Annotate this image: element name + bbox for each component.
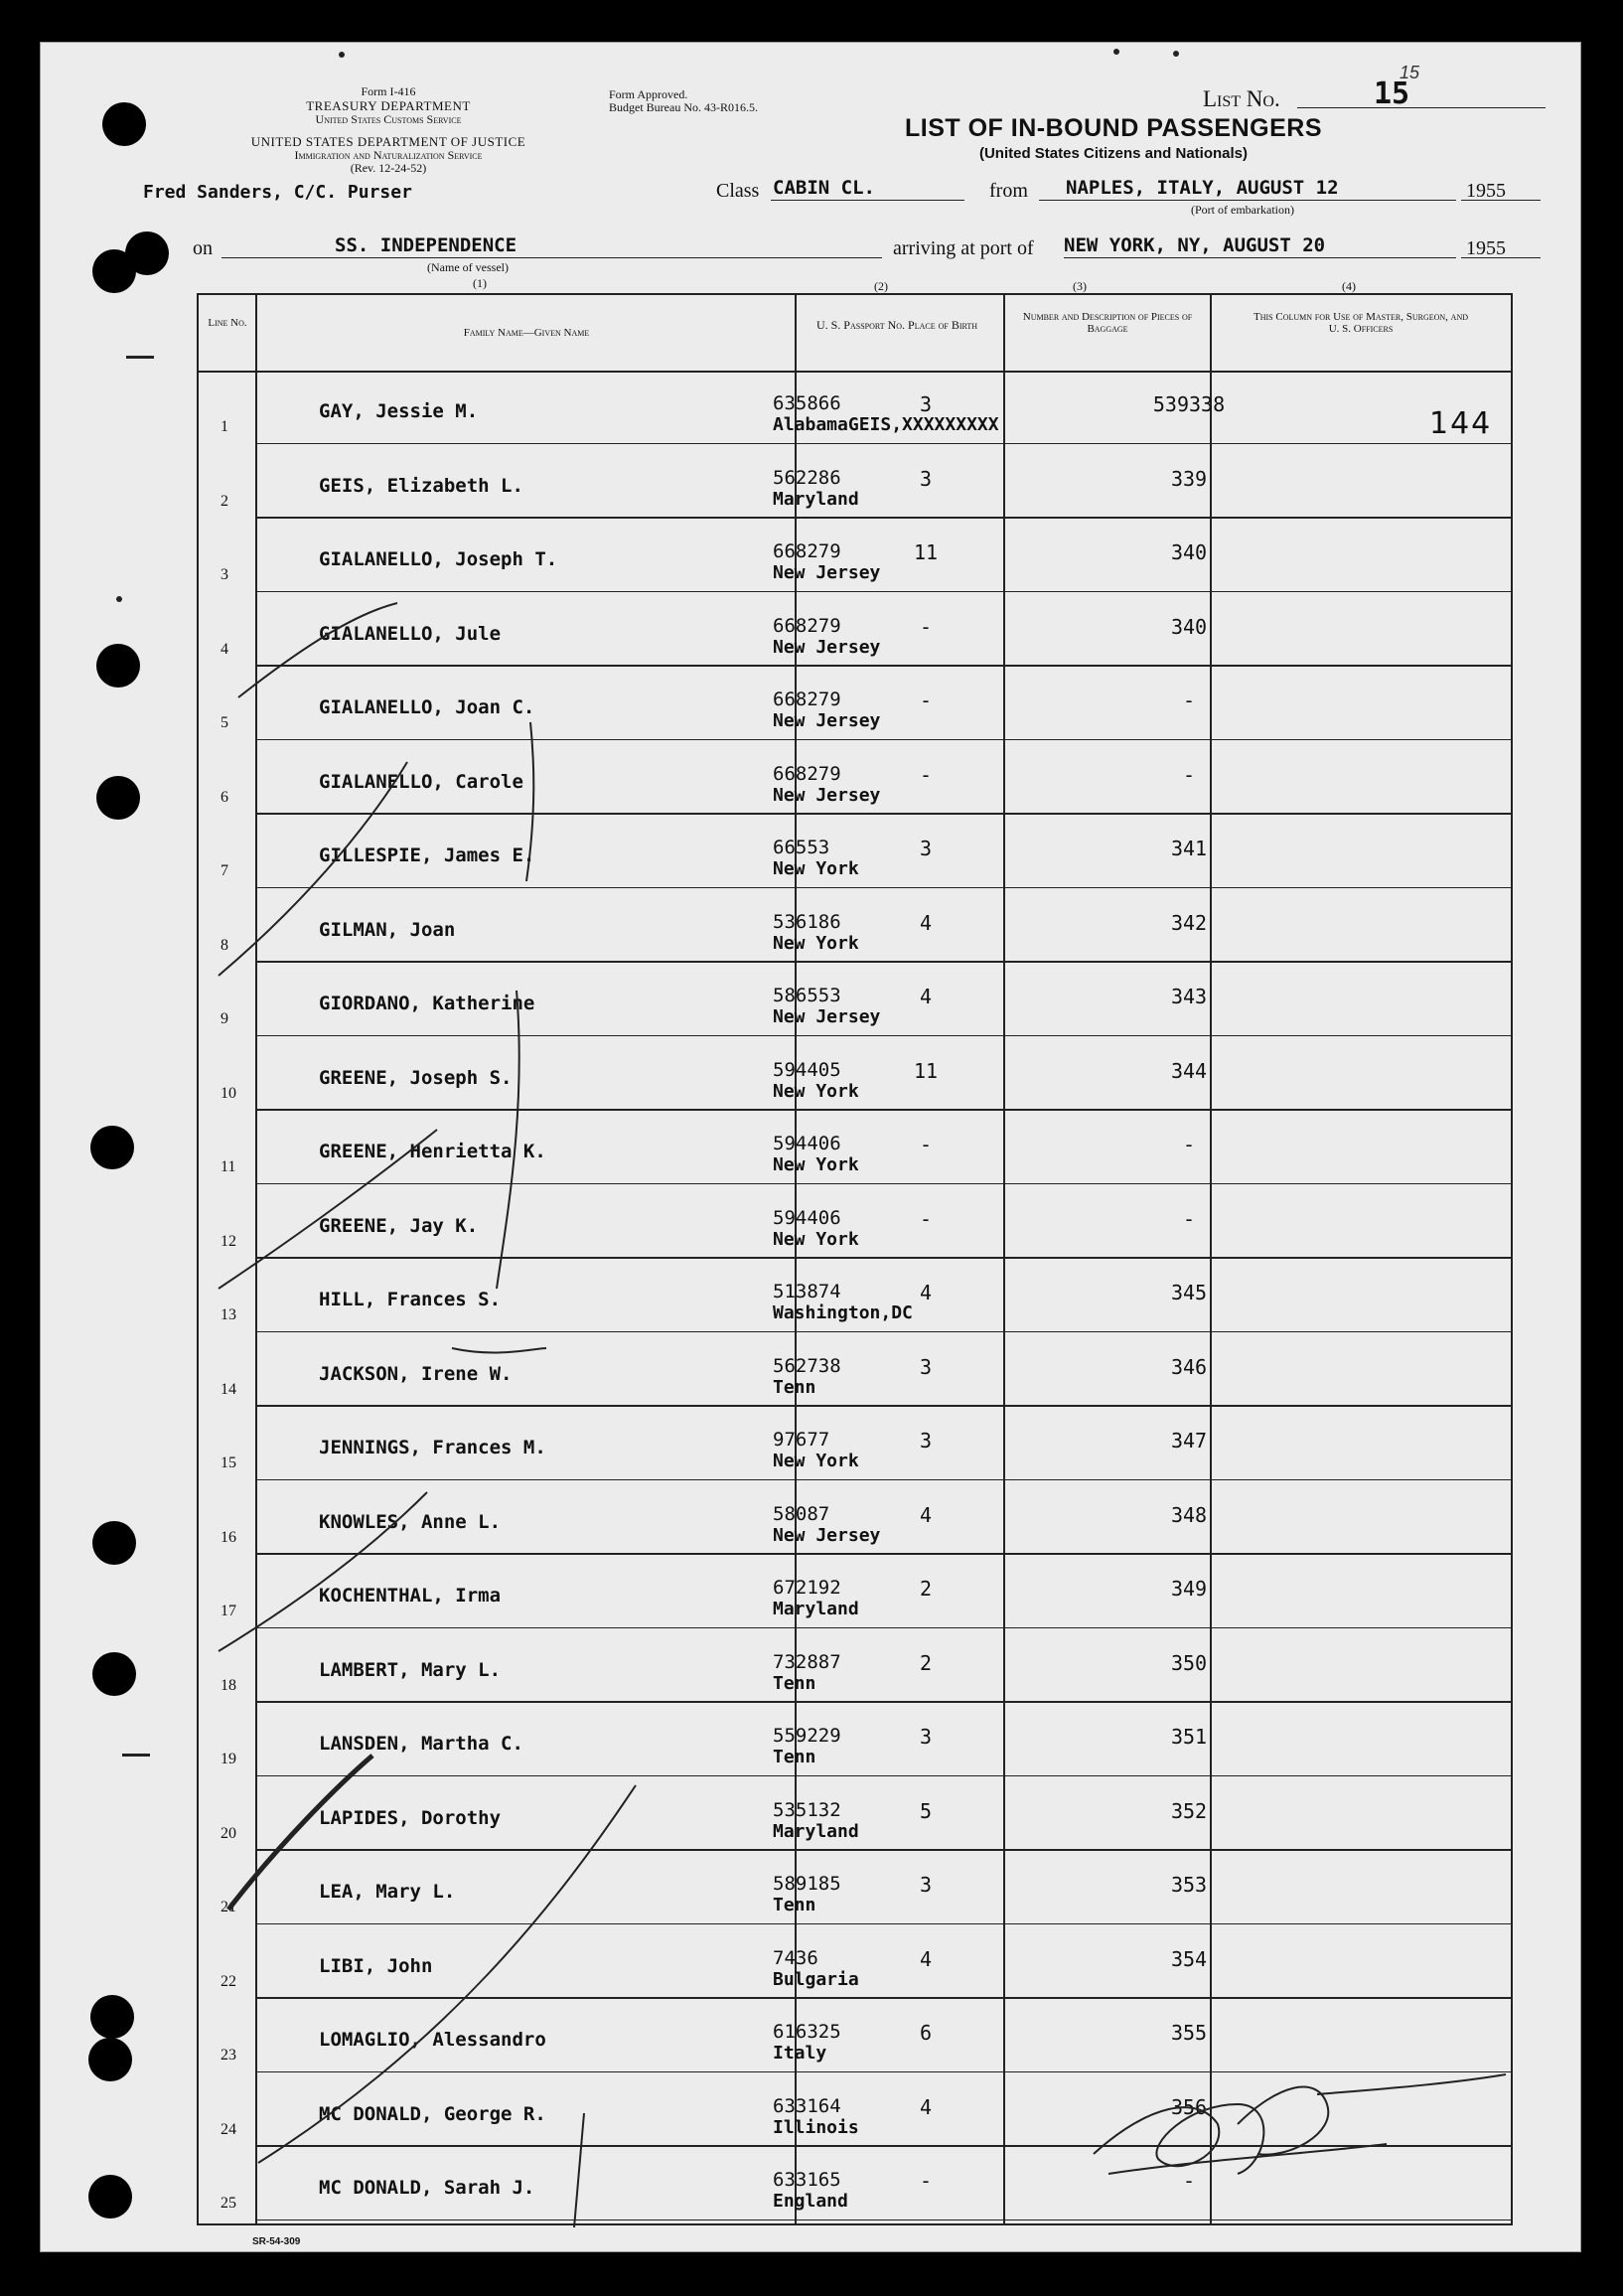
line-number: 5: [221, 714, 228, 731]
passenger-name: GEIS, Elizabeth L.: [319, 474, 523, 497]
line-number: 17: [221, 1603, 236, 1619]
punch-hole: [88, 2038, 132, 2081]
passenger-name: GILMAN, Joan: [319, 918, 456, 941]
line-number: 4: [221, 640, 228, 658]
passenger-name: MC DONALD, Sarah J.: [319, 2177, 535, 2199]
margin-tick: [126, 356, 154, 359]
place-of-birth: Tenn: [773, 1895, 816, 1915]
line-number: 8: [221, 936, 228, 954]
place-of-birth: Tenn: [773, 1376, 816, 1398]
place-of-birth: Washington,DC: [773, 1302, 913, 1323]
baggage-count: 3: [919, 1725, 933, 1749]
baggage-count: 4: [919, 2094, 933, 2119]
embarkation-note: (Port of embarkation): [1191, 203, 1294, 217]
baggage-count: -: [919, 2169, 933, 2193]
passport-number: 633164: [773, 2094, 841, 2117]
class-value: CABIN CL.: [773, 177, 875, 199]
margin-note-handwritten: 144: [1429, 406, 1493, 441]
line-number: 2: [221, 492, 228, 510]
baggage-count: 4: [919, 1946, 933, 1971]
passenger-name: LANSDEN, Martha C.: [319, 1733, 523, 1755]
customs-service: United States Customs Service: [315, 112, 462, 126]
place-of-birth: New Jersey: [773, 710, 881, 731]
punch-hole: [90, 1126, 134, 1169]
place-of-birth: New Jersey: [773, 1524, 881, 1546]
place-of-birth: Maryland: [773, 1820, 859, 1842]
col-header-baggage: Number and Description of Pieces of Baggage: [1022, 311, 1193, 335]
baggage-count: 11: [913, 540, 939, 564]
document-title: LIST OF IN-BOUND PASSENGERS: [904, 114, 1322, 142]
passport-number: 668279: [773, 762, 841, 785]
line-number: 14: [221, 1380, 236, 1398]
budget-bureau: Budget Bureau No. 43-R016.5.: [609, 100, 758, 114]
place-of-birth: New York: [773, 858, 859, 879]
place-of-birth: Maryland: [773, 488, 859, 510]
passenger-name: JACKSON, Irene W.: [319, 1362, 513, 1385]
passenger-name: LEA, Mary L.: [319, 1881, 456, 1903]
officer-number: 340: [1170, 540, 1208, 564]
list-no-value: 15: [1374, 77, 1410, 111]
passenger-name: LIBI, John: [319, 1954, 433, 1977]
officer-number: -: [1182, 762, 1196, 787]
line-number: 1: [221, 418, 228, 435]
baggage-count: -: [919, 1206, 933, 1231]
passport-number: 594406: [773, 1206, 841, 1229]
passport-number: 633165: [773, 2169, 841, 2191]
passport-number: 559229: [773, 1725, 841, 1747]
place-of-birth: Tenn: [773, 1672, 816, 1694]
officer-number: 346: [1170, 1354, 1208, 1379]
line-number: 25: [221, 2195, 236, 2212]
passport-number: 513874: [773, 1281, 841, 1302]
punch-hole: [92, 1521, 136, 1565]
officer-number: 348: [1170, 1502, 1208, 1527]
place-of-birth: New York: [773, 1228, 859, 1250]
passenger-name: GREENE, Joseph S.: [319, 1066, 513, 1089]
passport-number: 97677: [773, 1429, 830, 1451]
place-of-birth: Illinois: [773, 2116, 859, 2138]
passenger-name: GILLESPIE, James E.: [319, 844, 535, 866]
passenger-name: JENNINGS, Frances M.: [319, 1437, 546, 1458]
passport-number: 594405: [773, 1058, 841, 1081]
line-number: 20: [221, 1824, 236, 1842]
arrival-year: 1955: [1466, 237, 1506, 259]
passport-number: 562286: [773, 466, 841, 489]
place-of-birth: New York: [773, 932, 859, 954]
place-of-birth: New York: [773, 1080, 859, 1102]
place-of-birth: New York: [773, 1451, 859, 1471]
passport-number: 668279: [773, 689, 841, 710]
officer-number: 356: [1170, 2094, 1208, 2119]
line-number: 12: [221, 1232, 236, 1250]
baggage-count: 3: [919, 1354, 933, 1379]
baggage-count: 2: [919, 1577, 933, 1601]
list-no-label: List No.: [1203, 86, 1280, 111]
passenger-table: [197, 293, 1513, 2225]
col-header-officer: This Column for Use of Master, Surgeon, and U. S. Officers: [1254, 311, 1468, 335]
baggage-count: 3: [919, 1429, 933, 1453]
baggage-count: 4: [919, 910, 933, 935]
passenger-name: LOMAGLIO, Alessandro: [319, 2029, 546, 2051]
punch-hole: [88, 2175, 132, 2219]
line-number: 22: [221, 1972, 236, 1990]
officer-number: -: [1182, 1206, 1196, 1231]
passport-number: 66553: [773, 837, 830, 858]
officer-number: -: [1182, 1133, 1196, 1156]
baggage-count: 2: [919, 1650, 933, 1675]
handwritten-annotations: [199, 295, 1515, 2227]
col-header-name: Family Name—Given Name: [463, 327, 590, 339]
passenger-name: HILL, Frances S.: [319, 1289, 502, 1310]
baggage-count: 3: [919, 392, 933, 416]
place-of-birth: Tenn: [773, 1747, 816, 1767]
officer-number: -: [1182, 2169, 1196, 2193]
ins-service: Immigration and Naturalization Service: [294, 148, 483, 162]
baggage-count: 3: [919, 837, 933, 860]
punch-hole: [92, 249, 136, 293]
passport-number: 58087: [773, 1502, 830, 1525]
place-of-birth: England: [773, 2191, 848, 2212]
line-number: 9: [221, 1010, 228, 1027]
line-number: 23: [221, 2047, 236, 2064]
passport-number: 668279: [773, 540, 841, 562]
line-number: 11: [221, 1158, 236, 1175]
class-label: Class: [716, 180, 760, 202]
passenger-name: KOCHENTHAL, Irma: [319, 1585, 502, 1607]
baggage-count: 4: [919, 985, 933, 1008]
vessel-note: (Name of vessel): [427, 260, 509, 274]
from-value: NAPLES, ITALY, AUGUST 12: [1066, 177, 1339, 199]
officer-number: 341: [1170, 837, 1208, 860]
treasury-dept: TREASURY DEPARTMENT: [306, 98, 471, 113]
line-number: 10: [221, 1084, 236, 1102]
baggage-count: 6: [919, 2021, 933, 2045]
place-of-birth: Maryland: [773, 1599, 859, 1619]
justice-dept: UNITED STATES DEPARTMENT OF JUSTICE: [250, 134, 526, 149]
passport-number: 536186: [773, 910, 841, 933]
officer-number: 352: [1170, 1798, 1208, 1823]
passport-number: 594406: [773, 1133, 841, 1154]
margin-dot: [116, 596, 122, 602]
passport-number: 535132: [773, 1798, 841, 1821]
passport-number: 635866: [773, 392, 841, 414]
passenger-name: GIALANELLO, Joseph T.: [319, 548, 558, 570]
passport-number: 616325: [773, 2021, 841, 2043]
baggage-count: -: [919, 1133, 933, 1156]
officer-number: 349: [1170, 1577, 1208, 1601]
officer-signature: [1089, 2065, 1516, 2184]
place-of-birth: AlabamaGEIS,XXXXXXXXX: [773, 414, 999, 435]
from-line: [1039, 200, 1456, 201]
officer-number: 344: [1170, 1058, 1208, 1083]
passport-number: 586553: [773, 985, 841, 1006]
line-number: 15: [221, 1454, 236, 1471]
passenger-name: GIORDANO, Katherine: [319, 993, 535, 1014]
punch-hole: [92, 1652, 136, 1696]
line-number: 21: [221, 1899, 236, 1915]
col-header-line: Line No.: [208, 317, 247, 329]
passport-number: 672192: [773, 1577, 841, 1599]
officer-number: 345: [1170, 1281, 1208, 1304]
place-of-birth: Bulgaria: [773, 1968, 859, 1990]
document-subtitle: (United States Citizens and Nationals): [978, 145, 1249, 162]
form-number: Form I-416: [361, 84, 416, 98]
passenger-name: LAMBERT, Mary L.: [319, 1658, 502, 1681]
line-number: 16: [221, 1528, 236, 1546]
officer-number: 350: [1170, 1650, 1208, 1675]
officer-number: 342: [1170, 910, 1208, 935]
line-number: 19: [221, 1751, 236, 1767]
passport-number: 562738: [773, 1354, 841, 1377]
place-of-birth: New Jersey: [773, 1006, 881, 1027]
from-label: from: [989, 180, 1028, 202]
baggage-count: -: [919, 689, 933, 712]
baggage-count: 3: [919, 466, 933, 491]
punch-hole: [96, 644, 140, 688]
list-no-line: [1297, 107, 1546, 108]
baggage-count: -: [919, 614, 933, 639]
officer-number: 347: [1170, 1429, 1208, 1453]
col-num-1: (1): [473, 276, 487, 290]
line-number: 18: [221, 1676, 236, 1694]
baggage-count: 4: [919, 1502, 933, 1527]
passenger-name: MC DONALD, George R.: [319, 2102, 546, 2125]
passenger-name: GREENE, Henrietta K.: [319, 1141, 546, 1162]
vessel-line: [221, 257, 882, 258]
place-of-birth: New Jersey: [773, 636, 881, 658]
passenger-name: LAPIDES, Dorothy: [319, 1806, 502, 1829]
form-approved: Form Approved.: [609, 87, 688, 101]
col-num-4: (4): [1342, 279, 1356, 293]
officer-number: 339: [1170, 466, 1208, 491]
col-num-2: (2): [874, 279, 888, 293]
punch-hole: [90, 1995, 134, 2039]
document-page: [40, 42, 1581, 2252]
passport-number: 732887: [773, 1650, 841, 1673]
passenger-name: GREENE, Jay K.: [319, 1214, 479, 1237]
baggage-count: 4: [919, 1281, 933, 1304]
place-of-birth: New Jersey: [773, 562, 881, 583]
officer-number: 539338: [1152, 392, 1226, 416]
line-number: 7: [221, 862, 228, 879]
punch-hole: [102, 102, 146, 146]
officer-number: 351: [1170, 1725, 1208, 1749]
passport-number: 668279: [773, 614, 841, 637]
passenger-name: GAY, Jessie M.: [319, 400, 479, 422]
place-of-birth: New Jersey: [773, 784, 881, 806]
margin-dot: [1113, 49, 1119, 55]
form-footer-code: SR-54-309: [252, 2236, 301, 2247]
from-year: 1955: [1466, 180, 1506, 202]
from-year-line: [1461, 200, 1541, 201]
vessel-name: SS. INDEPENDENCE: [335, 234, 517, 256]
passport-number: 7436: [773, 1946, 818, 1969]
col-header-passport: U. S. Passport No. Place of Birth: [815, 318, 978, 332]
on-label: on: [193, 237, 213, 259]
baggage-count: 11: [913, 1058, 939, 1083]
baggage-count: 5: [919, 1798, 933, 1823]
arrival-year-line: [1461, 257, 1541, 258]
revision-date: (Rev. 12-24-52): [350, 161, 427, 175]
line-number: 3: [221, 566, 228, 583]
officer-number: 340: [1170, 614, 1208, 639]
line-number: 6: [221, 788, 228, 806]
arriving-label: arriving at port of: [893, 237, 1034, 259]
col-num-3: (3): [1073, 279, 1087, 293]
passenger-name: GIALANELLO, Joan C.: [319, 696, 535, 718]
passenger-name: GIALANELLO, Jule: [319, 622, 502, 645]
margin-tick: [122, 1754, 150, 1757]
officer-number: 355: [1170, 2021, 1208, 2045]
place-of-birth: New York: [773, 1154, 859, 1175]
class-line: [771, 200, 964, 201]
baggage-count: -: [919, 762, 933, 787]
line-number: 24: [221, 2120, 236, 2138]
officer-number: 343: [1170, 985, 1208, 1008]
passenger-name: GIALANELLO, Carole: [319, 770, 523, 793]
margin-dot: [1173, 51, 1179, 57]
officer-number: -: [1182, 689, 1196, 712]
list-no-handwritten: 15: [1400, 63, 1420, 82]
passport-number: 589185: [773, 1873, 841, 1895]
punch-hole: [96, 776, 140, 820]
baggage-count: 3: [919, 1873, 933, 1897]
officer-number: 353: [1170, 1873, 1208, 1897]
officer-number: 354: [1170, 1946, 1208, 1971]
arrival-value: NEW YORK, NY, AUGUST 20: [1064, 234, 1326, 256]
line-number: 13: [221, 1306, 236, 1323]
arrival-line: [1064, 257, 1456, 258]
passenger-name: KNOWLES, Anne L.: [319, 1510, 502, 1533]
margin-dot: [339, 52, 345, 58]
place-of-birth: Italy: [773, 2043, 827, 2064]
purser-name: Fred Sanders, C/C. Purser: [143, 182, 412, 203]
